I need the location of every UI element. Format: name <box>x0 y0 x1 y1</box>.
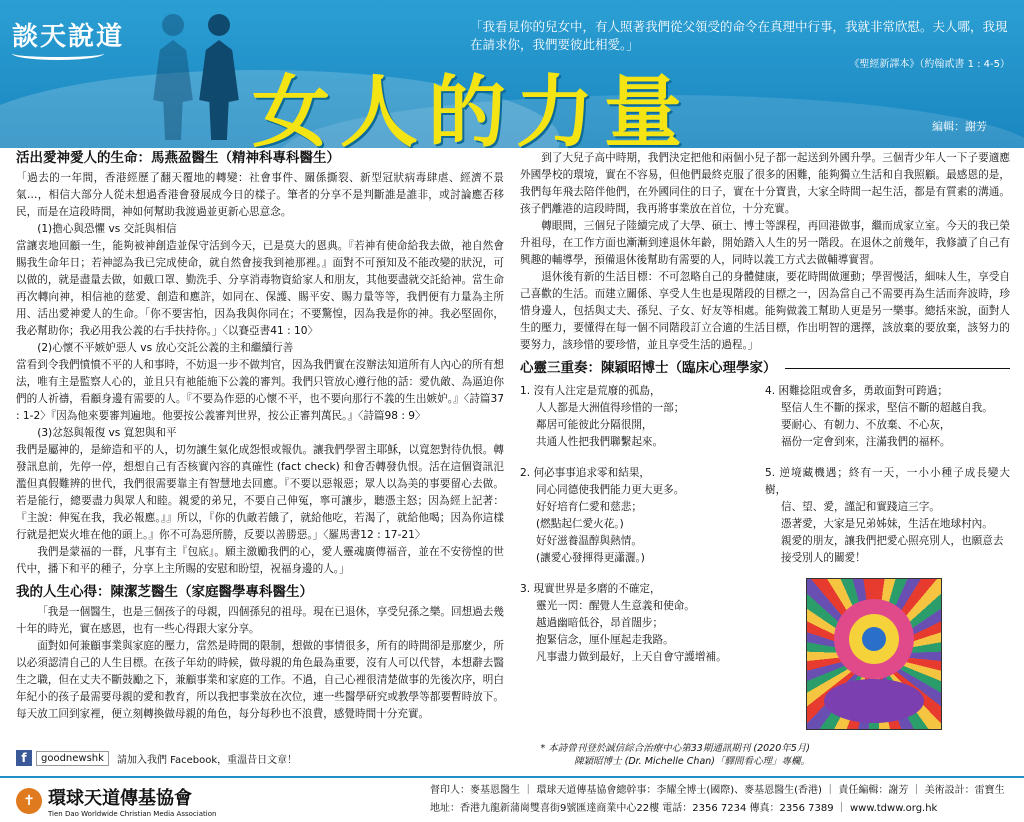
footer-divider <box>0 776 1024 778</box>
poem-line: 5. 逆境藏機遇；終有一天，一小小種子成長變大樹， <box>765 467 1010 496</box>
poem-line: 好好滋養温醇與熱情。 <box>536 535 642 547</box>
article-paragraph: 我們是屬神的，是締造和平的人，切勿讓生氣化成怨恨或報仇。讓我們學習主耶穌，以寬恕對待仇恨。轉發訊息前，先停一停，想想自己有否核實內容的真確性 (fact check) 和會否轉發仇恨。活在這個資訊氾濫但真假難辨的世代，我們很需要靠主有智慧地去回應。『不要以惡報惡；眾人以為美的事要留心去做。若是能行，總要盡力與眾人和睦。親愛的弟兄，不要自己伸冤，寧可讓步，聽憑主怒；因為經上記著：『主說：伸冤在我，我必報應。』』所以，『你的仇敵若餓了，就給他吃，若渴了，就給他喝；因為你這樣行就是把炭火堆在他的頭上。』你不可為惡所勝，反要以善勝惡。」〈羅馬書12 : 17-21〉 <box>16 444 504 541</box>
poem-line: (讓愛心發揮得更瀟灑。) <box>536 552 645 564</box>
article-paragraph: 當讓衷地回顧一生，能夠被神創造並保守活到今天，已是莫大的恩典。『若神有使命給我去做，祂自然會賜我生命年日；若神認為我已完成使命，就自然會接我到祂那裡。』面對不可預知及不能改變的狀況，可以做的，就是盡量去做，如戴口罩、勤洗手、分享消毒物資給家人和朋友，其他要盡就交託給神。當生命再次轉向神，相信祂的慈愛、創造和應許，如同在、保護、賜平安、賜力量等等，我們便有力量為主所用、活出愛神愛人的生命。「你不要害怕，因為我與你同在；不要驚惶，因為我是你的神。我必堅固你，我必幫助你；我必用我公義的右手扶持你。」〈以賽亞書41 : 10〉 <box>16 240 504 337</box>
poem-line: 凡事盡力做到最好，上天自會守護增補。 <box>536 651 727 663</box>
article-title <box>520 360 1010 377</box>
decorative-artwork <box>806 578 942 730</box>
facebook-promo[interactable] <box>16 750 297 766</box>
quote-reference: 《聖經新譯本》（約翰貳書 1 : 4-5） <box>849 59 1010 70</box>
poem-line: 人人都是大洲值得珍惜的一部； <box>536 402 685 414</box>
article-paragraph: 當看到令我們憤憤不平的人和事時，不妨退一步不做判官，因為我們實在沒辦法知道所有人內心的所有想法，唯有主是監察人心的，並且只有祂能施下公義的審判。我們只管放心遵行他的話：愛仇敵、為逼迫你們的人祈禱，看顧身邊有需要的人。『不要為作惡的心懷不平，也不要向那行不義的生出嫉妒。』〈詩篇37 : 1-2〉『因為他來要審判遍地。他要按公義審判世界，按公正審判萬民。』〈詩篇98 : 9〉 <box>16 359 504 422</box>
poem-line: 親愛的朋友，讓我們把愛心照亮別人，也願意去 <box>781 535 1004 547</box>
article-paragraph: 到了大兒子高中時期，我們決定把他和兩個小兒子都一起送到外國升學。三個青少年人一下子要適應外國學校的環境，實在不容易，但他們最終克服了很多的困難，能夠獨立生活和自我照顧。最感恩的是，我們每年飛去陪伴他們，在外國同住的日子，實在十分寶貴，大家全時間一起生活，都是有質素的溝通。孩子們離港的這段時間，我再將事業放在首位，十分充實。 <box>520 152 1010 215</box>
poem-line: 福份一定會到來，注滿我們的福杯。 <box>781 436 951 448</box>
poem-line: 抱緊信念，厘仆厘起走我路。 <box>536 634 674 646</box>
title-rule <box>785 368 1011 369</box>
article-title: 我的人生心得：陳潔芝醫生（家庭醫學專科醫生） <box>16 584 313 600</box>
poem-line: 信、望、愛，謹記和實踐這三字。 <box>781 501 940 513</box>
org-logo-icon: ✝ <box>16 788 42 814</box>
poem-stanza <box>520 465 765 567</box>
footnote <box>520 742 810 768</box>
article-paragraph: 「我是一個醫生，也是三個孩子的母親，四個孫兒的祖母。現在已退休，享受兒孫之樂。回想過去幾十年的時光，實在感恩，也有一些心得跟大家分享。 <box>16 606 504 635</box>
poem-column <box>520 383 765 680</box>
section-heading: (3)忿怒與報復 vs 寬恕與和平 <box>37 427 177 439</box>
article-paragraph: 面對如何兼顧事業與家庭的壓力，當然是時間的限制，想做的事情很多，所有的時間卻是那麼少，所以必須認清自己的人生目標。在孩子年幼的時候，做母親的角色最為重要，沒有人可以代替，本想辭去醫生之職，但在丈夫不斷鼓勵之下，兼顧事業和家庭的工作。不過，自己心裡很清楚做事的先後次序，明白年紀小的孩子最需要母親的愛和教育，所以我把事業放在次位，連一些醫學研究或教學等都要暫時放下。每天放工回到家裡，便立刻轉換做母親的角色，每分每秒也不浪費，感覺時間十分充實。 <box>16 640 504 720</box>
left-column <box>16 150 504 723</box>
article-title: 活出愛神愛人的生命：馬燕盈醫生（精神科專科醫生） <box>16 150 340 166</box>
woman-silhouette-icon <box>196 14 242 142</box>
footnote-line: * 本詩曾刊登於誠信綜合治療中心第33期通訊期刊 (2020年5月) <box>540 743 810 754</box>
poem-line: 堅信人生不斷的探求，堅信不斷的超越自我。 <box>781 402 993 414</box>
quote-text: 「我看見你的兒女中，有人照著我們從父領受的命令在真理中行事，我就非常欣慰。夫人哪，我現在請求你，我們要彼此相愛。」 <box>470 19 1008 52</box>
org-name-english: Tien Dao Worldwide Christian Media Association <box>48 810 217 818</box>
credits-line: 督印人：麥基恩醫生 ｜ 環球天道傳基協會總幹事：李耀全博士(國際)、麥基恩醫生(香港) ｜ 責任編輯：謝芳 ｜ 美術設計：雷寶生 <box>430 785 1005 796</box>
poem-line: 3. 現實世界是多磨的不確定， <box>520 583 661 595</box>
poem-stanza <box>520 581 765 666</box>
poem-line: 接受別人的關愛！ <box>781 552 866 564</box>
poem-line: 靈光一閃：醒覺人生意義和使命。 <box>536 600 695 612</box>
organization-logo <box>16 784 216 818</box>
poem-line: 2. 何必事事追求零和結果， <box>520 467 651 479</box>
org-name-chinese: 環球天道傳基協會 <box>48 788 192 809</box>
poem-line: 鄰居可能彼此分隔很開， <box>536 419 653 431</box>
credits-line: 地址：香港九龍新蒲崗雙喜街9號匯達商業中心22樓 電話：2356 7234 傳真：2356 7389 ｜ www.tdww.org.hk <box>430 803 938 814</box>
poem-stanza <box>765 465 1010 567</box>
poem-line: 越過幽暗低谷，昂首闊步； <box>536 617 664 629</box>
facebook-icon: f <box>16 750 32 766</box>
footnote-line: 陳穎昭博士 (Dr. Michelle Chan)「驛間看心理」專欄。 <box>574 756 810 767</box>
article-title-text: 心靈三重奏：陳穎昭博士（臨床心理學家） <box>520 360 777 376</box>
facebook-handle[interactable]: goodnewshk <box>36 751 109 766</box>
scripture-quote <box>470 18 1010 74</box>
article-paragraph: 「過去的一年間，香港經歷了翻天覆地的轉變：社會事件、關係撕裂、新型冠狀病毒肆虐、經濟不景氣…，相信大部分人從未想過香港會發展成今日的樣子。筆者的分享不是判斷誰是誰非，或討論應否移民，而是在這段時間，神如何幫助我渡過並更新心思意念。 <box>16 172 504 218</box>
series-title <box>12 16 124 60</box>
section-heading: (1)擔心與恐懼 vs 交託與相信 <box>37 223 177 235</box>
woman-silhouette-icon <box>150 14 196 142</box>
article-paragraph: 轉眼間，三個兒子陸續完成了大學、碩士、博士等課程，再回港做事，繼而成家立室。今天的我已榮升祖母，在工作方面也漸漸到達退休年齡，開始踏入人生的另一階段。在退休之前幾年，我修讀了自己有興趣的輔導學，預備退休後幫助有需要的人，同時以義工方式去做輔導實習。 <box>520 220 1010 266</box>
poem-line: 4. 困難捻阻或會多，勇敢面對可跨過； <box>765 385 948 397</box>
series-title-text: 談天說道 <box>12 22 125 52</box>
poem-stanza <box>765 383 1010 451</box>
article-paragraph: 我們是蒙福的一群，凡事有主『包底』。願主激勵我們的心，愛人靈魂廣傳福音，並在不安徬惶的世代中，播下和平的種子，分享上主所賜的安慰和盼望，祝福身邊的人。」 <box>16 546 504 575</box>
poem-line: 共通人性把我們聯繫起來。 <box>536 436 664 448</box>
poem-line: 憑著愛，大家是兄弟姊妹，生活在地球村內。 <box>781 518 993 530</box>
header-banner <box>0 0 1024 148</box>
editor-credit: 編輯：謝芳 <box>932 120 987 133</box>
footer-credits <box>430 782 1010 818</box>
section-heading: (2)心懷不平嫉妒惡人 vs 放心交託公義的主和繼續行善 <box>37 342 294 354</box>
poem-line: 同心同德使我們能力更大更多。 <box>536 484 685 496</box>
artwork-petal <box>862 627 886 651</box>
artwork-petal <box>824 679 924 723</box>
poem-line: 1. 沒有人注定是荒廢的孤島， <box>520 385 661 397</box>
poem-stanza <box>520 383 765 451</box>
poem-line: 好好培育仁愛和慈悲； <box>536 501 642 513</box>
page-title: 女人的力量 <box>252 67 693 148</box>
facebook-join-text: 請加入我們 Facebook，重溫昔日文章！ <box>116 754 298 766</box>
poem-line: 要耐心、有韌力、不放棄、不心灰， <box>781 419 951 431</box>
article-paragraph: 退休後有新的生活目標：不可忽略自己的身體健康，要花時間做運動；學習慢活，細味人生，享受自己喜歡的生活。而建立關係、享受人生也是現階段的目標之一，因為當自己不需要再為生活而奔波時，珍惜身邊人，包括與丈夫、孫兒、子女、好友等相處。能夠做義工幫助人更是另一樂事。總括來說，面對人生的壓力，要懂得在每一個不同階段訂立合適的生活目標，作出明智的選擇，該放棄的要放棄，該努力的要努力，該珍惜的要珍惜，並且享受生活的過程。」 <box>520 271 1010 351</box>
poem-line: (燃點起仁愛火花。) <box>536 518 624 530</box>
